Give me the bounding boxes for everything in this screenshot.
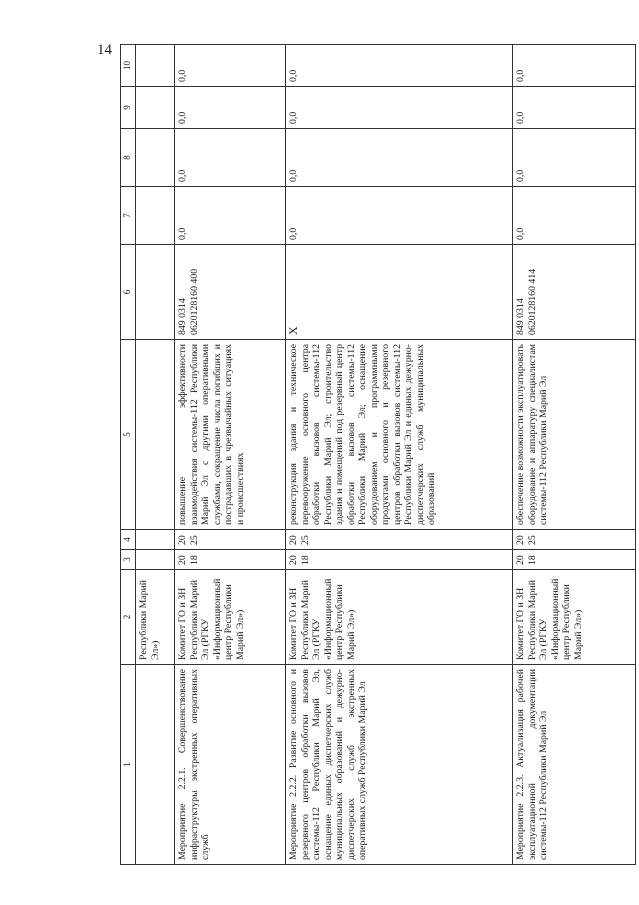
measure-end-year: 2025 [286,530,513,550]
header-cell-6: 6 [121,245,136,340]
value-col-9: 0,0 [513,87,636,129]
page-number: 14 [97,42,112,58]
budget-code: 849 0314 0620128160 400 [175,245,286,340]
measure-executor: Комитет ГО и ЗН Республики Марий Эл (РГКУ «Информационный центр Республики Марий Эл») [513,570,636,665]
value-col-8: 0,0 [175,129,286,187]
measure-result: обеспечение возможности эксплуатировать оборудование и аппаратуру специалистам системы-112 Республики Марий Эл [513,340,636,530]
header-cell-7: 7 [121,187,136,245]
table-row [175,45,286,865]
header-row [121,45,136,865]
rotated-table-area [120,45,620,865]
value-col-10: 0,0 [286,45,513,87]
value-col-8: 0,0 [286,129,513,187]
header-cell-3: 3 [121,550,136,570]
value-col-7: 0,0 [286,187,513,245]
header-cell-1: 1 [121,665,136,865]
measure-name: Мероприятие 2.2.3. Актуализация рабочей эксплуатационной документации системы-112 Республики Марий Эл [513,665,636,865]
value-col-8: 0,0 [513,129,636,187]
measure-executor: Комитет ГО и ЗН Республики Марий Эл (РГКУ «Информационный центр Республики Марий Эл») [286,570,513,665]
table-row [286,45,513,865]
carry-name [136,665,175,865]
measure-name: Мероприятие 2.2.1. Совершенствование инфраструктуры экстренных оперативных служб [175,665,286,865]
value-col-7: 0,0 [175,187,286,245]
measure-end-year: 2025 [175,530,286,550]
header-cell-8: 8 [121,129,136,187]
header-cell-9: 9 [121,87,136,129]
value-col-7: 0,0 [513,187,636,245]
value-col-10: 0,0 [513,45,636,87]
measure-start-year: 2018 [175,550,286,570]
header-cell-2: 2 [121,570,136,665]
measure-start-year: 2018 [286,550,513,570]
table-row [513,45,636,865]
measure-start-year: 2018 [513,550,636,570]
header-cell-5: 5 [121,340,136,530]
carry-over-row [136,45,175,865]
measure-end-year: 2025 [513,530,636,550]
value-col-9: 0,0 [175,87,286,129]
budget-code: 849 0314 0620128160 414 [513,245,636,340]
value-col-10: 0,0 [175,45,286,87]
measures-table [120,44,636,865]
value-col-9: 0,0 [286,87,513,129]
measure-result: реконструкция здания и техническое перевооружение основного центра обработки вызовов системы-112 Республики Марий Эл; строительство здания и помещений под резервный центр обработки вызовов системы-112 Республики Марий Эл; оснащение оборудованием и программными продуктами основного и резервного центров обработки вызовов системы-112 Республики Марий Эл и единых дежурно-диспетчерских служб муниципальных образований [286,340,513,530]
measure-result: повышение эффективности взаимодействия системы-112 Республики Марий Эл с другими оперативными службами, сокращение числа погибших и пострадавших в чрезвычайных ситуациях и происшествиях [175,340,286,530]
header-cell-4: 4 [121,530,136,550]
measure-executor: Комитет ГО и ЗН Республики Марий Эл (РГКУ «Информационный центр Республики Марий Эл») [175,570,286,665]
measure-name: Мероприятие 2.2.2. Развитие основного и резервного центров обработки вызовов системы-112 Республики Марий Эл, оснащение единых диспетчерских служб муниципальных образований и дежурно-диспетчерских служб экстренных оперативных служб Республики Марий Эл [286,665,513,865]
carry-executor: Республики Марий Эл») [136,570,175,665]
header-cell-10: 10 [121,45,136,87]
budget-code: X [286,245,513,340]
